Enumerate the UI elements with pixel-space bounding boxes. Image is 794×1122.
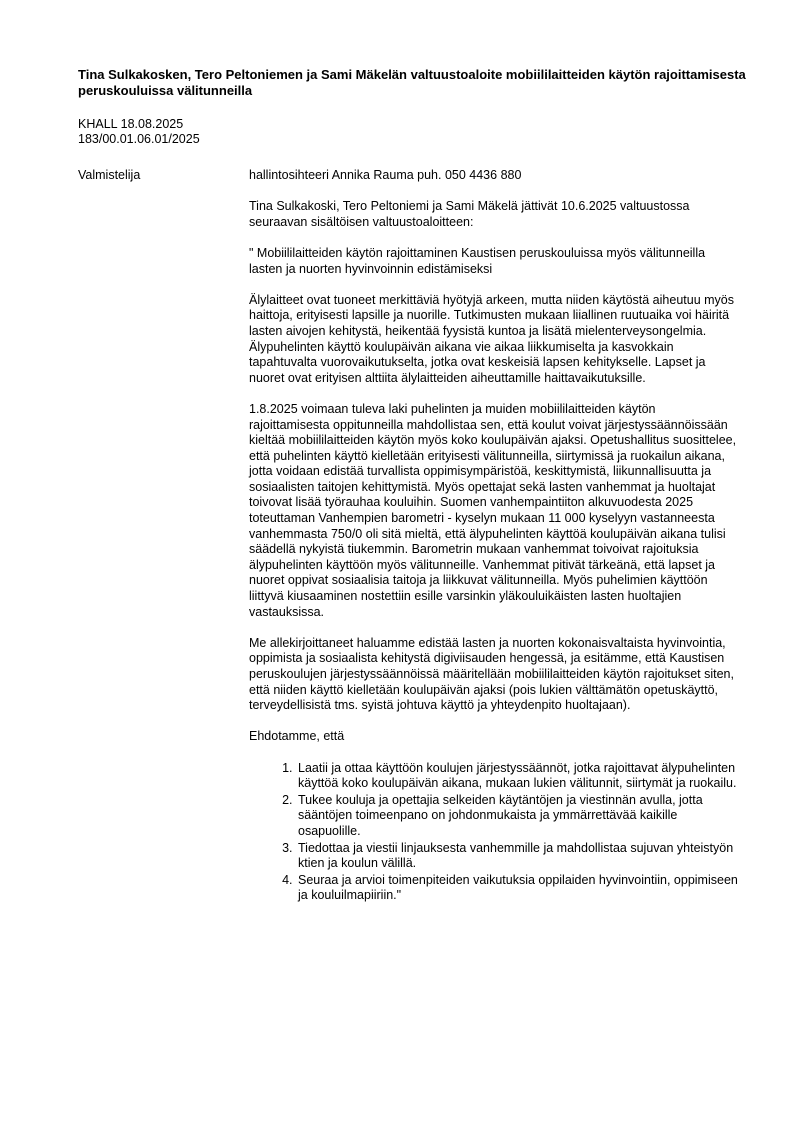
case-number: 183/00.01.06.01/2025	[78, 132, 200, 146]
document-body	[249, 168, 739, 905]
proposal-item: 4. Seuraa ja arvioi toimenpiteiden vaikutuksia oppilaiden hyvinvointiin, oppimiseen ja kouluilmapiiriin."	[296, 873, 739, 904]
case-meta	[78, 117, 378, 147]
intro-paragraph: Tina Sulkakoski, Tero Peltoniemi ja Sami Mäkelä jättivät 10.6.2025 valtuustossa seuraavan sisältöisen valtuustoaloitteen:	[249, 199, 690, 229]
body-paragraph: Me allekirjoittaneet haluamme edistää lasten ja nuorten kokonaisvaltaista hyvinvointia, oppimista ja sosiaalista kehitystä digiviisauden hengessä, ja esitämme, että Kaustisen peruskoulujen järjestyssäännöissä määritellään mobiililaitteiden käytön rajoitukset siten, että niiden käyttö kielletään koulupäivän ajaksi (pois lukien välttämätön opetuskäyttö, terveydellisistä tms. syistä johtuva käyttö ja yhteydenpito huoltajaan).	[249, 635, 734, 713]
proposal-item: 2. Tukee kouluja ja opettajia selkeiden käytäntöjen ja viestinnän avulla, jotta sääntöjen toimeenpano on johdonmukaista ja ymmärrettävää kaikille osapuolille.	[296, 793, 739, 840]
preparer-label: Valmistelija	[78, 168, 141, 182]
proposal-lead: Ehdotamme, että	[249, 729, 345, 744]
proposal-item: 3. Tiedottaa ja viestii linjauksesta vanhemmille ja mahdollistaa sujuvan yhteistyön ktien ja koulun välillä.	[296, 841, 739, 872]
body-paragraph: Älylaitteet ovat tuoneet merkittäviä hyötyjä arkeen, mutta niiden käytöstä aiheutuu myös haittoja, erityisesti lapsille ja nuorille. Tutkimusten mukaan liiallinen ruutuaika voi häiritä lasten aivojen kehitystä, heikentää fyysistä kuntoa ja lisätä mielenterveysongelmia. Älypuhelinten käyttö koulupäivän aikana vie aikaa liikkumiselta ja kasvokkain tapahtuvalta vuorovaikutukselta, jotka ovat keskeisiä lapsen kehitykselle. Lapset ja nuoret ovat erityisen alttiita älylaitteiden aiheuttamille haittavaikutuksille.	[249, 292, 734, 385]
meeting-reference: KHALL 18.08.2025	[78, 117, 184, 131]
document-title: Tina Sulkakosken, Tero Peltoniemen ja Sami Mäkelän valtuustoaloite mobiililaitteiden käytön rajoittamisesta peruskouluissa välitunneilla	[78, 67, 746, 98]
preparer-contact: hallintosihteeri Annika Rauma puh. 050 4436 880	[249, 168, 522, 182]
proposal-item: 1. Laatii ja ottaa käyttöön koulujen järjestyssäännöt, jotka rajoittavat älypuhelinten käyttöä koko koulupäivän aikana, mukaan lukien välitunnit, siirtymät ja ruokailu.	[296, 761, 739, 792]
initiative-heading: " Mobiililaitteiden käytön rajoittaminen Kaustisen peruskouluissa myös välitunneilla lasten ja nuorten hyvinvoinnin edistämiseksi	[249, 245, 706, 276]
proposal-list	[249, 761, 739, 904]
body-paragraph: 1.8.2025 voimaan tuleva laki puhelinten ja muiden mobiililaitteiden käytön rajoittamisesta oppitunneilla mahdollistaa sen, että koulut voivat järjestyssäännöissään kieltää mobiililaitteiden käytön myös koko koulupäivän ajaksi. Opetushallitus suosittelee, että puhelinten käyttö kielletään erityisesti välitunneilla, siirtymissä ja ruokailun aikana, jotta voidaan edistää turvallista oppimisympäristöä, keskittymistä, liikunnallisuutta ja sosiaalisten taitojen kehittymistä. Myös opettajat sekä lasten vanhemmat ja huoltajat toivovat lisää työrauhaa kouluihin. Suomen vanhempaintiiton alkuvuodesta 2025 toteuttaman Vanhempien barometri - kyselyn mukaan 11 000 kyselyyn vastanneesta vanhemmasta 750/0 oli sitä mieltä, että älypuhelinten käyttöä koulupäivän aikana tulisi säädellä nykyistä tiukemmin. Barometrin mukaan vanhemmat toivoivat rajoituksia älypuhelinten käyttöön myös välitunneille. Vanhemmat pitivät tärkeänä, että lapset ja nuoret oppivat sosiaalisia taitoja ja liikkuvat välitunneilla. Myös puhelimien käyttöön liittyvä kiusaaminen nostettiin esille varsinkin yläkouluikäisten lasten huoltajien vastauksissa.	[249, 401, 737, 619]
